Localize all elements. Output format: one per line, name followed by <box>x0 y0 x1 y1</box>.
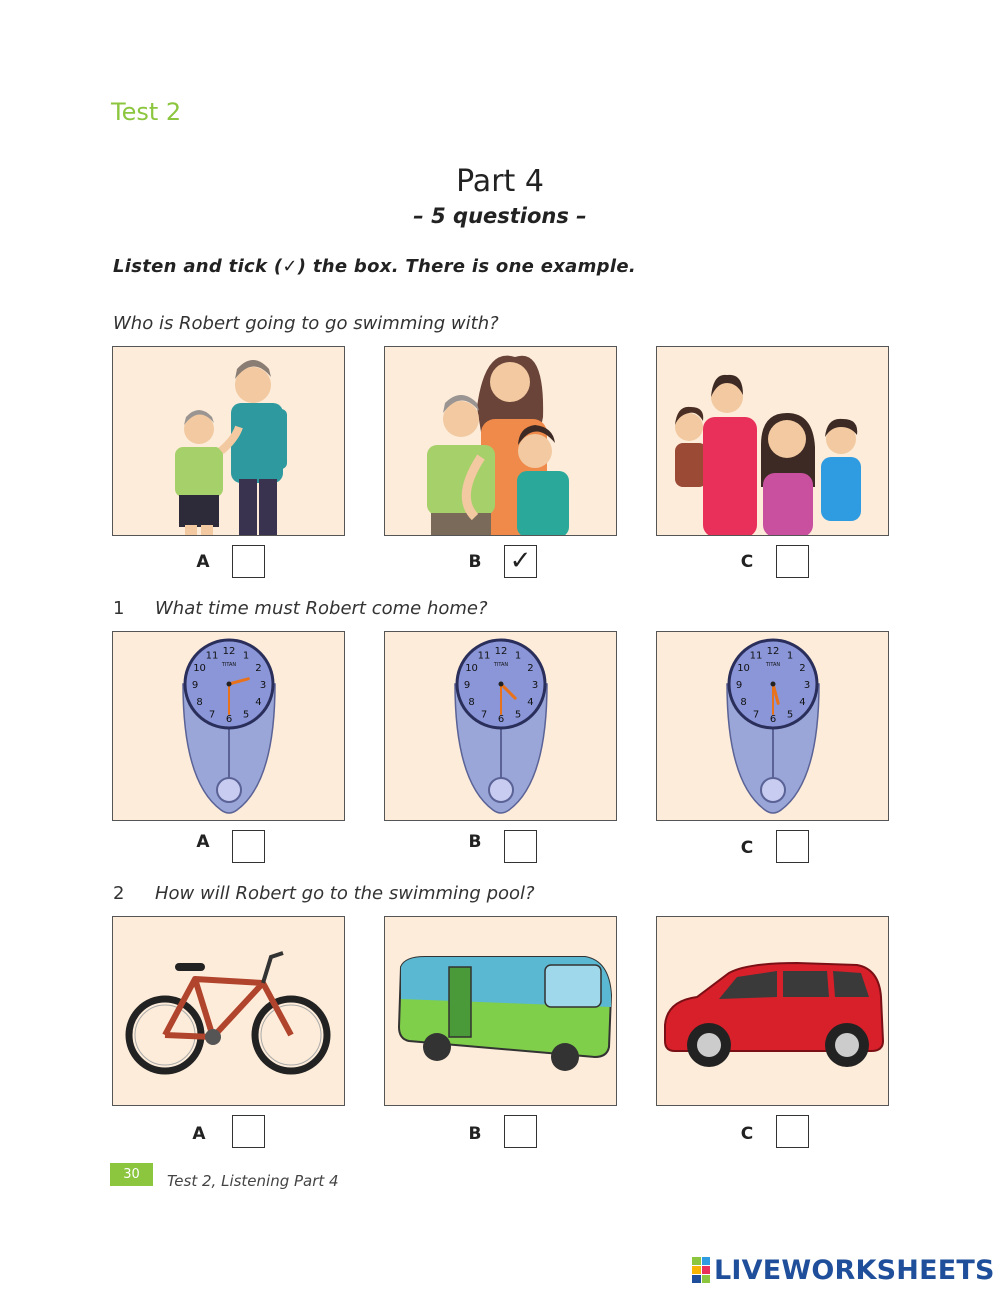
pendulum-bob <box>217 778 241 802</box>
clock-numeral: 9 <box>735 680 743 691</box>
liveworksheets-mark-icon <box>692 1257 710 1283</box>
clock-brand-label: TITAN <box>765 662 781 668</box>
clock-numeral: 8 <box>468 697 475 708</box>
clock-center <box>771 682 776 687</box>
question-text: How will Robert go to the swimming pool? <box>155 883 535 904</box>
option-letter-a: A <box>192 1124 206 1144</box>
part-subtitle: – 5 questions – <box>413 204 587 228</box>
tick-box-b[interactable] <box>504 830 537 863</box>
option-letter-c: C <box>740 1124 754 1144</box>
question-text: What time must Robert come home? <box>155 598 488 619</box>
clock-numeral: 7 <box>208 709 216 721</box>
picture-bus <box>384 916 617 1106</box>
clock-numeral: 7 <box>752 709 760 721</box>
question-text: Who is Robert going to go swimming with? <box>113 313 499 334</box>
clock-numeral: 2 <box>799 663 806 674</box>
clock-numeral: 1 <box>786 650 794 662</box>
picture-bicycle <box>112 916 345 1106</box>
clock-numeral: 3 <box>803 680 811 691</box>
picture-boy-with-mother-and-brother <box>384 346 617 536</box>
option-letter-b: B <box>468 832 482 852</box>
clock-numeral: 8 <box>740 697 747 708</box>
clock-numeral: 9 <box>463 680 471 691</box>
page-number-badge: 30 <box>110 1163 153 1186</box>
clock-numeral: 4 <box>799 697 806 708</box>
clock-numeral: 11 <box>749 650 763 662</box>
tick-box-b[interactable]: ✓ <box>504 545 537 578</box>
tick-box-c[interactable] <box>776 545 809 578</box>
tick-box-b[interactable] <box>504 1115 537 1148</box>
liveworksheets-wordmark: LIVEWORKSHEETS <box>714 1254 995 1286</box>
option-letter-b: B <box>468 552 482 572</box>
option-letter-c: C <box>740 552 754 572</box>
footer-section-label: Test 2, Listening Part 4 <box>167 1172 339 1190</box>
picture-clock-half-past-two <box>112 631 345 821</box>
clock-numeral: 6 <box>769 714 777 725</box>
part-title: Part 4 <box>456 164 544 199</box>
tick-box-c[interactable] <box>776 830 809 863</box>
clock-numeral: 10 <box>193 663 206 674</box>
clock-numeral: 4 <box>255 697 262 708</box>
clock-numeral: 6 <box>225 714 233 725</box>
clock-center <box>499 682 504 687</box>
pendulum-bob <box>761 778 785 802</box>
picture-car <box>656 916 889 1106</box>
clock-numeral: 2 <box>255 663 262 674</box>
question-number: 1 <box>113 598 125 619</box>
tick-box-a[interactable] <box>232 1115 265 1148</box>
clock-numeral: 12 <box>222 646 236 657</box>
clock-numeral: 10 <box>737 663 750 674</box>
pendulum-bob <box>489 778 513 802</box>
clock-numeral: 3 <box>531 680 539 691</box>
picture-family-of-four <box>656 346 889 536</box>
clock-numeral: 5 <box>514 709 522 721</box>
clock-center <box>227 682 232 687</box>
clock-brand-label: TITAN <box>493 662 509 668</box>
clock-numeral: 11 <box>205 650 219 662</box>
picture-clock-half-past-four <box>384 631 617 821</box>
picture-clock-half-past-five <box>656 631 889 821</box>
tick-box-a[interactable] <box>232 545 265 578</box>
instruction-text: Listen and tick (✓) the box. There is one example. <box>113 256 636 277</box>
clock-numeral: 5 <box>242 709 250 721</box>
tick-box-a[interactable] <box>232 830 265 863</box>
clock-numeral: 12 <box>766 646 780 657</box>
picture-boy-with-father <box>112 346 345 536</box>
question-1 <box>113 598 488 619</box>
option-letter-a: A <box>196 552 210 572</box>
clock-numeral: 6 <box>497 714 505 725</box>
clock-numeral: 1 <box>514 650 522 662</box>
option-letter-c: C <box>740 838 754 858</box>
clock-numeral: 11 <box>477 650 491 662</box>
option-letter-a: A <box>196 832 210 852</box>
clock-numeral: 5 <box>786 709 794 721</box>
clock-numeral: 10 <box>465 663 478 674</box>
clock-numeral: 7 <box>480 709 488 721</box>
question-number: 2 <box>113 883 125 904</box>
liveworksheets-logo <box>692 1254 995 1286</box>
clock-numeral: 12 <box>494 646 508 657</box>
clock-numeral: 4 <box>527 697 534 708</box>
question-2 <box>113 883 535 904</box>
test-label: Test 2 <box>111 98 182 126</box>
option-letter-b: B <box>468 1124 482 1144</box>
clock-numeral: 9 <box>191 680 199 691</box>
tick-box-c[interactable] <box>776 1115 809 1148</box>
example-question <box>113 313 499 334</box>
clock-brand-label: TITAN <box>221 662 237 668</box>
clock-numeral: 8 <box>196 697 203 708</box>
clock-numeral: 1 <box>242 650 250 662</box>
clock-numeral: 2 <box>527 663 534 674</box>
clock-numeral: 3 <box>259 680 267 691</box>
